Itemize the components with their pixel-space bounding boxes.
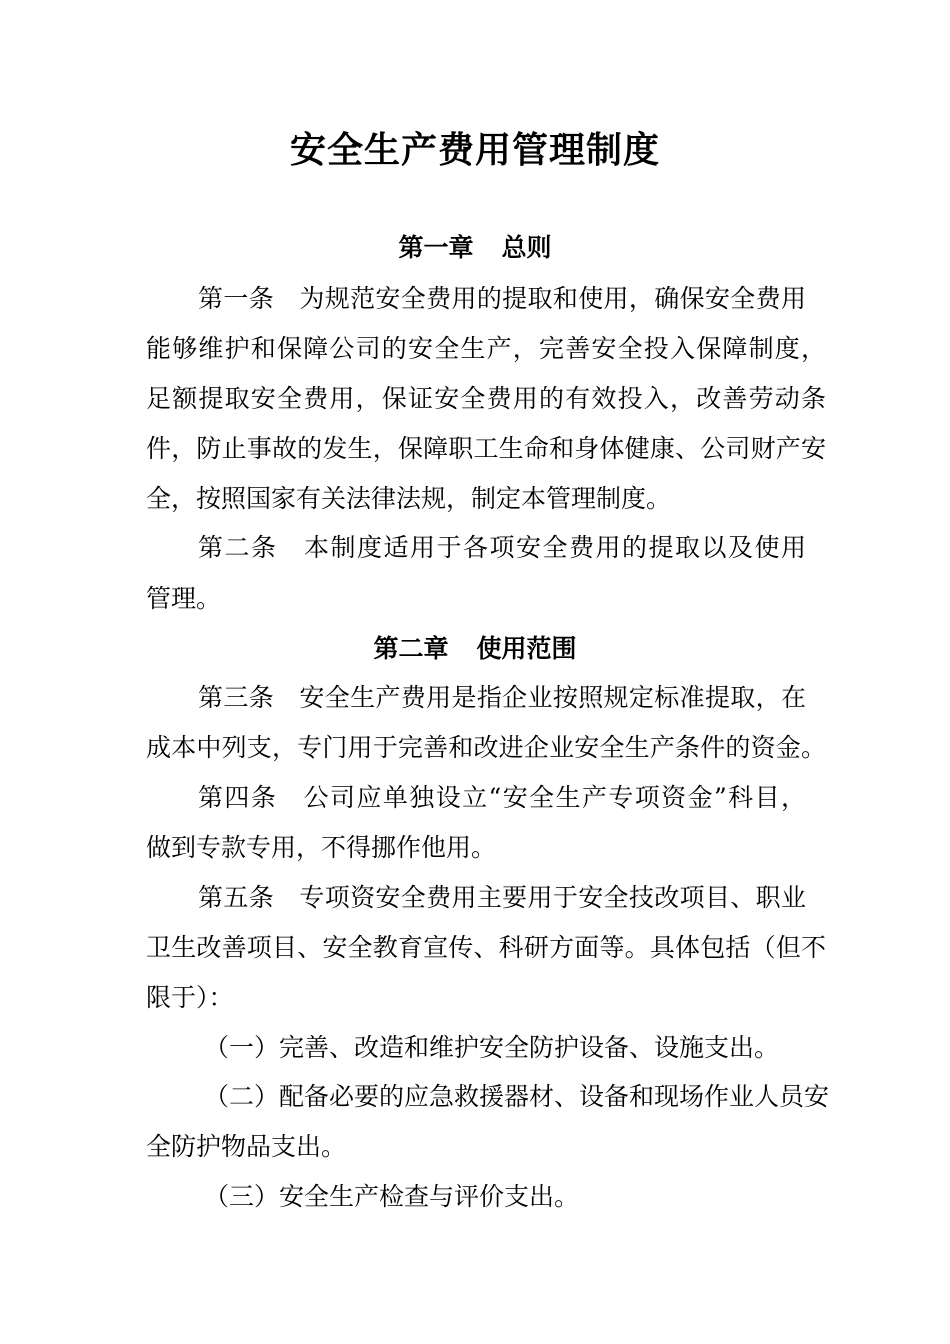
item-2-line-2: 全防护物品支出。: [146, 1132, 347, 1161]
chapter-heading-1: [0, 230, 950, 266]
article-4-line-1: 第四条 公司应单独设立“安全生产专项资金”科目，: [198, 783, 806, 812]
document-title: 安全生产费用管理制度: [289, 129, 660, 171]
article-1-line-5: 全，按照国家有关法律法规，制定本管理制度。: [146, 484, 672, 513]
chapter-name: 使用范围: [476, 634, 577, 663]
chapter-number: 第二章: [373, 634, 449, 663]
article-4-line-2: 做到专款专用，不得挪作他用。: [146, 833, 497, 862]
article-5-line-2: 卫生改善项目、安全教育宣传、科研方面等。具体包括（但不: [146, 933, 826, 962]
article-2-line-2: 管理。: [146, 584, 222, 613]
article-3-line-1: 第三条 安全生产费用是指企业按照规定标准提取，在: [198, 683, 806, 712]
article-2-line-1: 第二条 本制度适用于各项安全费用的提取以及使用: [198, 533, 806, 562]
article-5-line-1: 第五条 专项资安全费用主要用于安全技改项目、职业: [198, 883, 806, 912]
item-1-line-1: （一）完善、改造和维护安全防护设备、设施支出。: [204, 1033, 780, 1062]
article-3-line-2: 成本中列支，专门用于完善和改进企业安全生产条件的资金。: [146, 733, 826, 762]
item-3-line-1: （三）安全生产检查与评价支出。: [204, 1182, 580, 1211]
article-1-line-2: 能够维护和保障公司的安全生产，完善安全投入保障制度，: [146, 334, 826, 363]
item-2-line-1: （二）配备必要的应急救援器材、设备和现场作业人员安: [204, 1082, 830, 1111]
article-1-line-4: 件，防止事故的发生，保障职工生命和身体健康、公司财产安: [146, 434, 826, 463]
article-1-line-3: 足额提取安全费用，保证安全费用的有效投入，改善劳动条: [146, 384, 826, 413]
chapter-name: 总则: [501, 233, 552, 262]
article-5-line-3: 限于）：: [146, 983, 234, 1012]
chapter-number: 第一章: [398, 233, 474, 262]
chapter-heading-2: [0, 631, 950, 667]
article-1-line-1: 第一条 为规范安全费用的提取和使用，确保安全费用: [198, 284, 806, 313]
